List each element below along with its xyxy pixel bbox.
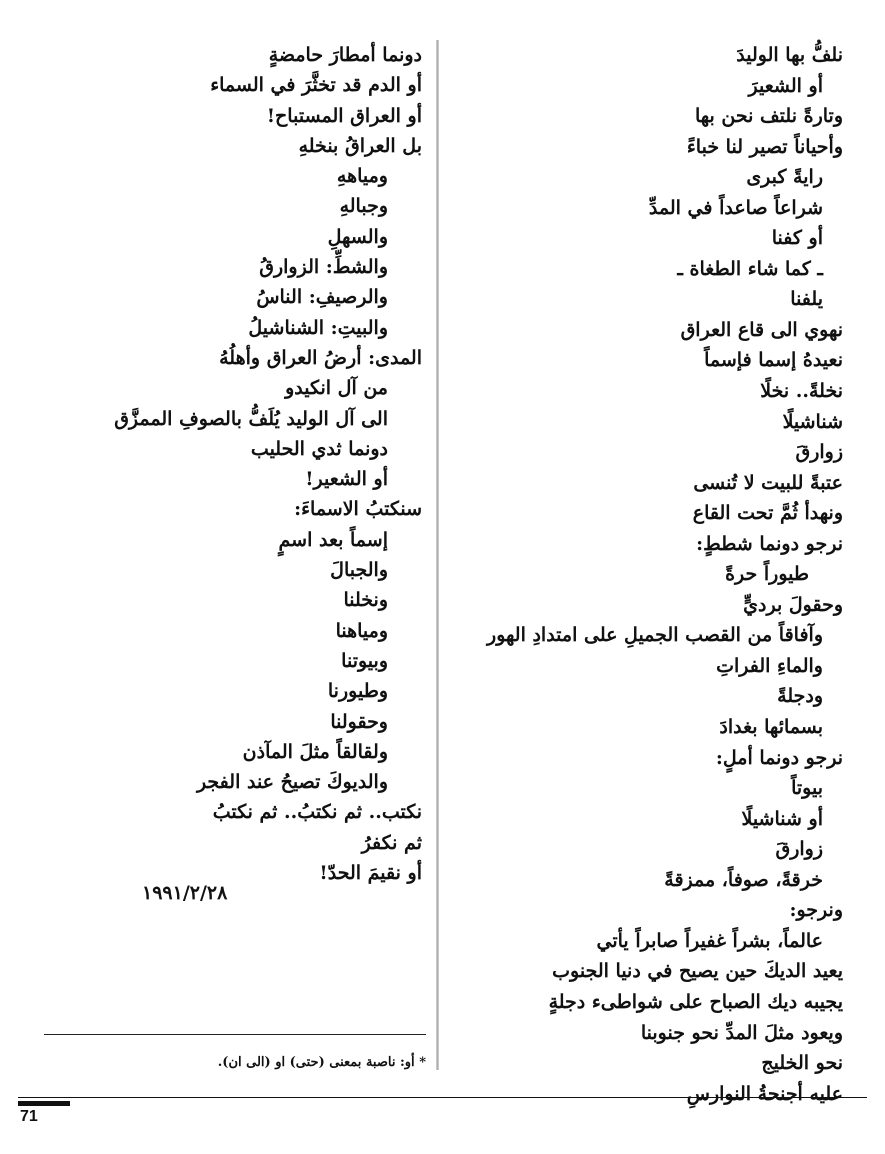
poem-line: الى آل الوليد يُلَفُّ بالصوفِ الممزَّق (114, 407, 388, 430)
poem-line: ويعود مثلَ المدِّ نحو جنوبنا (640, 1021, 843, 1044)
poem-line: أو الشعيرَ (748, 74, 823, 97)
page-number: 71 (20, 1108, 38, 1125)
poem-line: ونهدأ ثُمَّ تحت القاع (692, 502, 843, 525)
poem-line: يجيبه ديك الصباح على شواطىء دجلةٍ (548, 990, 843, 1013)
poem-line: أو شناشيلًا (741, 807, 823, 830)
poem-line: ـ كما شاء الطغاة ـ (677, 257, 823, 280)
poem-line: وطيورنا (327, 680, 388, 703)
poem-line: بيوتاً (791, 777, 823, 800)
poem-line: نعيدهُ إسما فإسماً (704, 349, 843, 372)
poem-line: يعيد الديكَ حين يصيح في دنيا الجنوب (552, 960, 843, 983)
poem-line: أو العراق المستباح! (266, 104, 422, 127)
poem-line: عتبةً للبيت لا تُنسى (693, 471, 843, 494)
poem-line: وتارةً نلتف نحن بها (694, 105, 843, 128)
poem-line: والديوكَ تصيحُ عند الفجر (196, 771, 388, 794)
poem-line: نحو الخليج (761, 1052, 843, 1075)
poem-line: دونما ثدي الحليب (250, 437, 388, 460)
poem-line: خرقةً، صوفاً، ممزقةً (664, 868, 823, 891)
poem-line: زوارقَ (775, 838, 823, 861)
footnote: * أو: ناصبة بمعنى (حتى) او (الى ان). (217, 1055, 426, 1070)
poem-line: يلفنا (790, 288, 823, 311)
poem-line: وأحياناً تصير لنا خباءً (686, 135, 843, 158)
poem-line: سنكتبُ الاسماءَ: (294, 498, 422, 521)
poem-line: وبيوتنا (341, 649, 388, 672)
poem-date: ١٩٩١/٢/٢٨ (142, 882, 228, 904)
poem-line: نلفُّ بها الوليدَ (736, 44, 843, 66)
poem-line: إسماً بعد اسمٍ (278, 528, 388, 551)
poem-line: وحقولَ برديٍّ (743, 593, 843, 616)
poem-line: عالماً، بشراً غفيراً صابراً يأتي (596, 929, 823, 952)
poem-line: نكتب.. ثم نكتبُ.. ثم نكتبُ (212, 801, 422, 824)
poem-line: أو كفنا (771, 227, 823, 250)
poem-line: شراعاً صاعداً في المدِّ (648, 196, 823, 219)
poem-line: بل العراقُ بنخلهِ (298, 134, 422, 157)
poem-line: والسهلِ (327, 225, 388, 248)
poem-line: نرجو دونما أملٍ: (715, 746, 843, 769)
poem-line: بسمائها بغدادَ (719, 716, 823, 739)
poem-line: المدى: أرضُ العراق وأهلُهُ (219, 346, 422, 369)
poem-line: والبيتِ: الشناشيلُ (248, 316, 388, 339)
poem-line: ونخلنا (343, 589, 388, 612)
poem-line: دونما أمطارَ حامضةٍ (268, 44, 422, 66)
poem-line: وحقولنا (330, 710, 388, 733)
poem-line: شناشيلًا (782, 410, 843, 433)
poem-line: أو نقيمَ الحدّ! (319, 862, 422, 885)
poem-line: ثم نكفرُ (361, 831, 422, 854)
poem-line: طيوراً حرةً (725, 563, 809, 586)
poem-line: ومياهنا (335, 619, 388, 642)
page-number-bar (18, 1101, 70, 1106)
poem-line: والماءِ الفراتِ (716, 654, 823, 677)
poem-line: أو الدم قد تخثَّرَ في السماء (210, 74, 422, 97)
poem-line: نرجو دونما شططٍ: (696, 532, 843, 555)
poem-line: ومياههِ (336, 165, 388, 188)
poem-column-left (32, 40, 422, 888)
poem-line: رايةً كبرى (746, 166, 823, 189)
page-bottom-rule (18, 1097, 867, 1098)
poem-line: أو الشعير! (305, 468, 388, 491)
poem-line: ولقالقاً مثلَ المآذن (242, 740, 388, 763)
poem-line: من آل انكيدو (285, 377, 388, 400)
poem-line: عليه أجنحةُ النوارسِ (686, 1082, 843, 1105)
poem-line: نهوي الى قاع العراق (680, 318, 843, 341)
poem-column-right (443, 40, 843, 1109)
poem-line: وجبالهِ (339, 195, 388, 218)
poem-line: زوارقَ (795, 441, 843, 464)
poem-line: والجبالَ (330, 559, 388, 582)
poem-line: والشطِّ: الزوارقُ (259, 256, 388, 279)
poem-line: ونرجو: (789, 899, 843, 922)
poem-line: ودجلةً (777, 685, 823, 708)
poem-line: والرصيفِ: الناسُ (256, 286, 388, 309)
column-divider (436, 40, 439, 1070)
poem-line: وآفاقاً من القصب الجميلِ على امتدادِ الهور (487, 624, 823, 647)
poem-line: نخلةً.. نخلًا (760, 380, 843, 403)
footnote-rule (44, 1034, 426, 1035)
